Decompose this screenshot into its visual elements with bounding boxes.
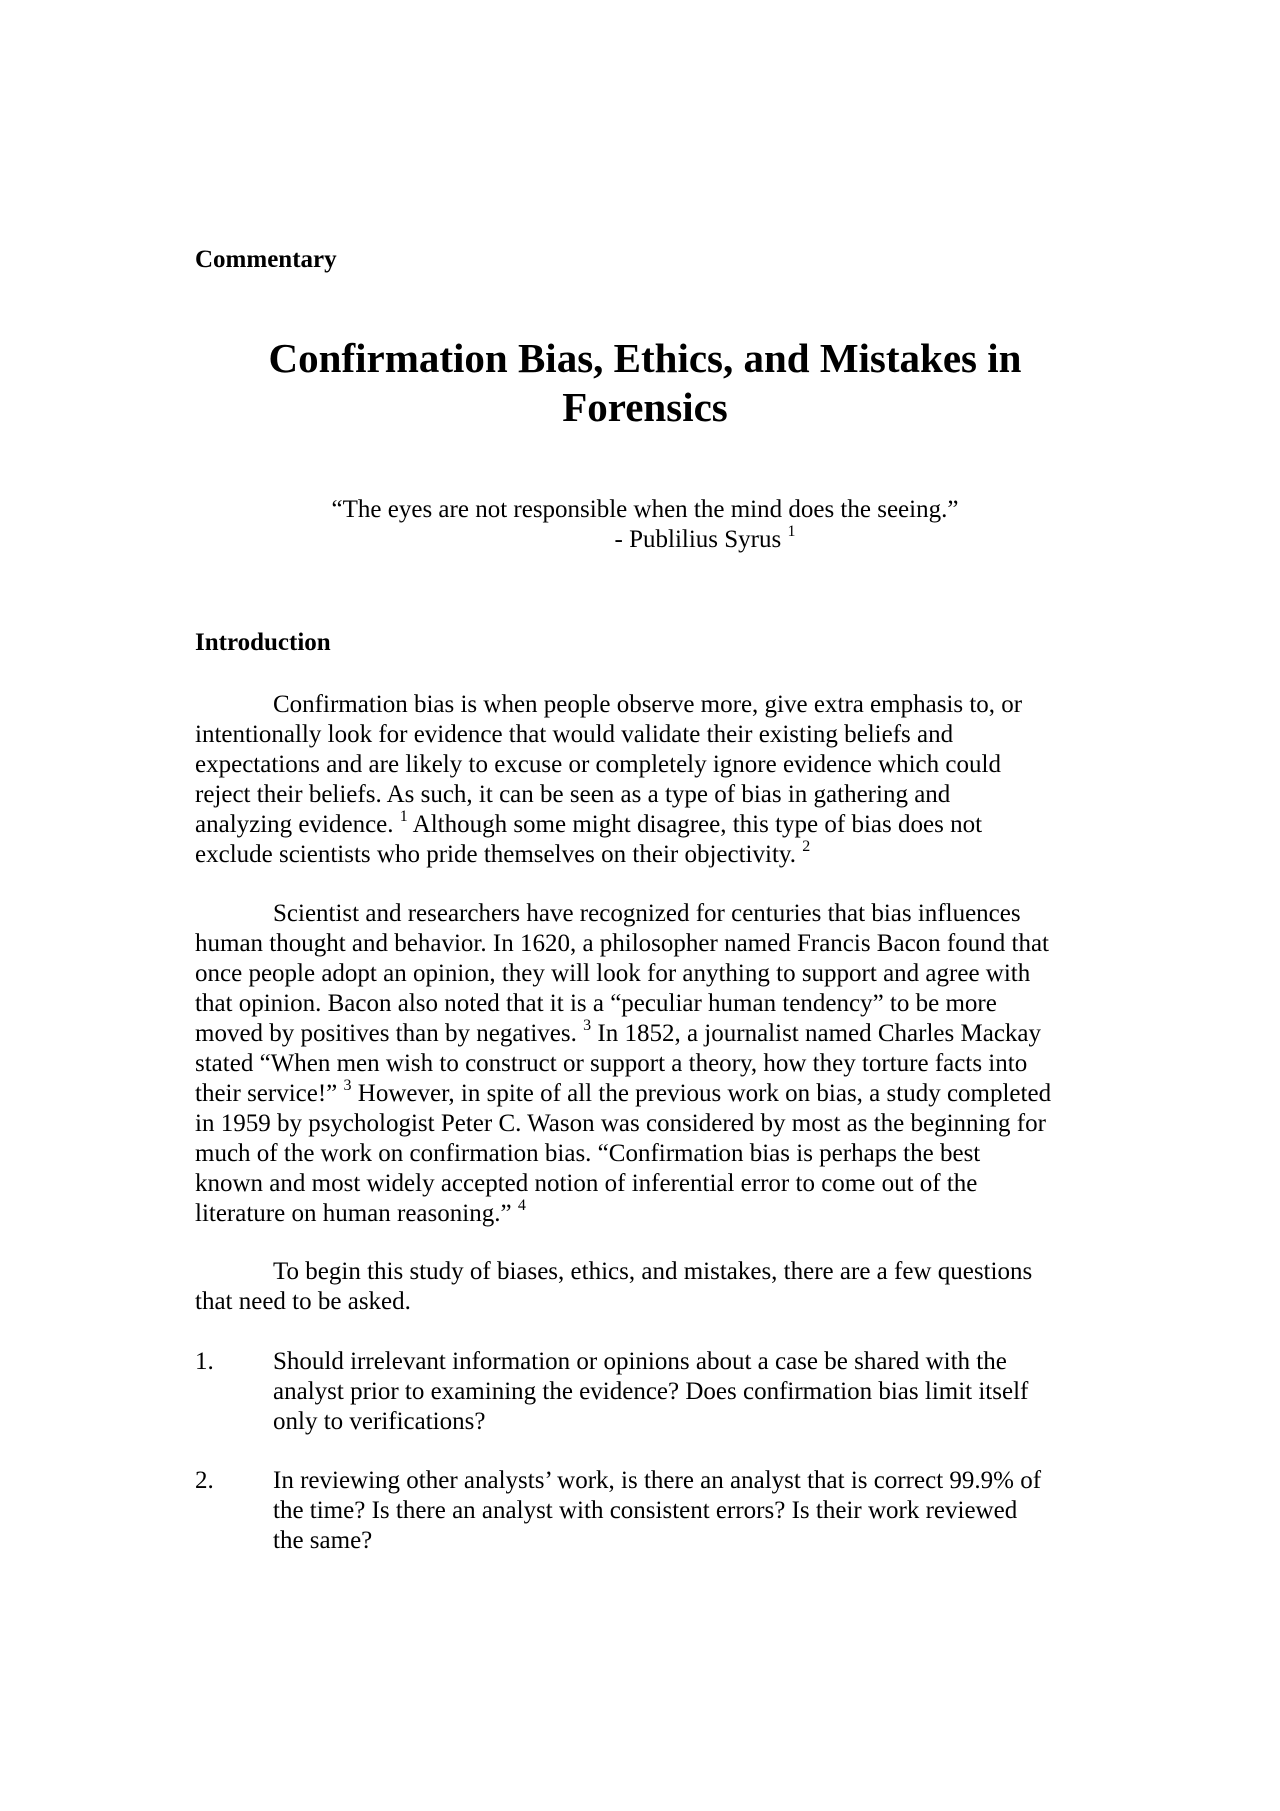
paragraph-line: intentionally look for evidence that would validate their existing beliefs and (195, 721, 954, 748)
epigraph-attribution-line (195, 522, 1095, 555)
epigraph-attribution: - Publilius Syrus (614, 526, 782, 553)
epigraph (195, 495, 1095, 555)
text-run: exclude scientists who pride themselves on their objectivity. (195, 841, 803, 868)
text-run: analyzing evidence. (195, 811, 400, 838)
paragraph-line: known and most widely accepted notion of inferential error to come out of the (195, 1170, 978, 1197)
paragraph-line: in 1959 by psychologist Peter C. Wason was considered by most as the beginning for (195, 1110, 1046, 1137)
paragraph-line: Confirmation bias is when people observe more, give extra emphasis to, or (273, 691, 1023, 718)
footnote-ref: 1 (787, 522, 796, 540)
footnote-ref: 1 (399, 807, 408, 825)
paragraph-line (195, 807, 1095, 840)
question-number: 2. (195, 1467, 214, 1494)
paragraph-2 (195, 899, 1095, 1229)
title-line-2: Forensics (562, 384, 728, 430)
paragraph-line: expectations and are likely to excuse or completely ignore evidence which could (195, 751, 1001, 778)
footnote-ref: 3 (583, 1016, 592, 1034)
paragraph-1 (195, 690, 1095, 870)
paragraph-line: stated “When men wish to construct or support a theory, how they torture facts into (195, 1050, 1028, 1077)
question-number: 1. (195, 1348, 214, 1375)
question-line: Should irrelevant information or opinions about a case be shared with the (273, 1348, 1007, 1375)
question-text (273, 1466, 1103, 1556)
title-line-1: Confirmation Bias, Ethics, and Mistakes in (268, 335, 1022, 381)
paragraph-3 (195, 1257, 1095, 1317)
question-text (273, 1347, 1103, 1437)
question-line: analyst prior to examining the evidence? Does confirmation bias limit itself (273, 1378, 1029, 1405)
section-label: Commentary (195, 246, 337, 273)
text-run: Although some might disagree, this type of bias does not (407, 811, 983, 838)
footnote-ref: 3 (343, 1076, 352, 1094)
paragraph-line: that opinion. Bacon also noted that it is a “peculiar human tendency” to be more (195, 990, 997, 1017)
epigraph-quote: “The eyes are not responsible when the mind does the seeing.” (331, 496, 959, 523)
question-line: In reviewing other analysts’ work, is there an analyst that is correct 99.9% of (273, 1467, 1042, 1494)
paragraph-line (195, 1016, 1095, 1049)
paragraph-line: much of the work on confirmation bias. “Confirmation bias is perhaps the best (195, 1140, 981, 1167)
document-title (195, 334, 1095, 432)
text-run: In 1852, a journalist named Charles Mackay (591, 1020, 1042, 1047)
text-run: moved by positives than by negatives. (195, 1020, 584, 1047)
paragraph-line: reject their beliefs. As such, it can be seen as a type of bias in gathering and (195, 781, 951, 808)
paragraph-line: Scientist and researchers have recognized for centuries that bias influences (273, 900, 1021, 927)
introduction-heading: Introduction (195, 629, 331, 656)
question-line: the time? Is there an analyst with consistent errors? Is their work reviewed (273, 1497, 1018, 1524)
paragraph-line (195, 837, 1095, 870)
paragraph-line (195, 1076, 1095, 1109)
paragraph-line: that need to be asked. (195, 1288, 411, 1315)
paragraph-line: human thought and behavior. In 1620, a philosopher named Francis Bacon found that (195, 930, 1049, 957)
paragraph-line (195, 1196, 1095, 1229)
question-line: the same? (273, 1527, 373, 1554)
footnote-ref: 4 (517, 1196, 526, 1214)
text-run: literature on human reasoning.” (195, 1200, 518, 1227)
footnote-ref: 2 (802, 837, 811, 855)
text-run: their service!” (195, 1080, 344, 1107)
text-run: However, in spite of all the previous work on bias, a study completed (351, 1080, 1052, 1107)
paragraph-line: once people adopt an opinion, they will look for anything to support and agree with (195, 960, 1031, 987)
question-line: only to verifications? (273, 1408, 486, 1435)
paragraph-line: To begin this study of biases, ethics, and mistakes, there are a few questions (273, 1258, 1033, 1285)
